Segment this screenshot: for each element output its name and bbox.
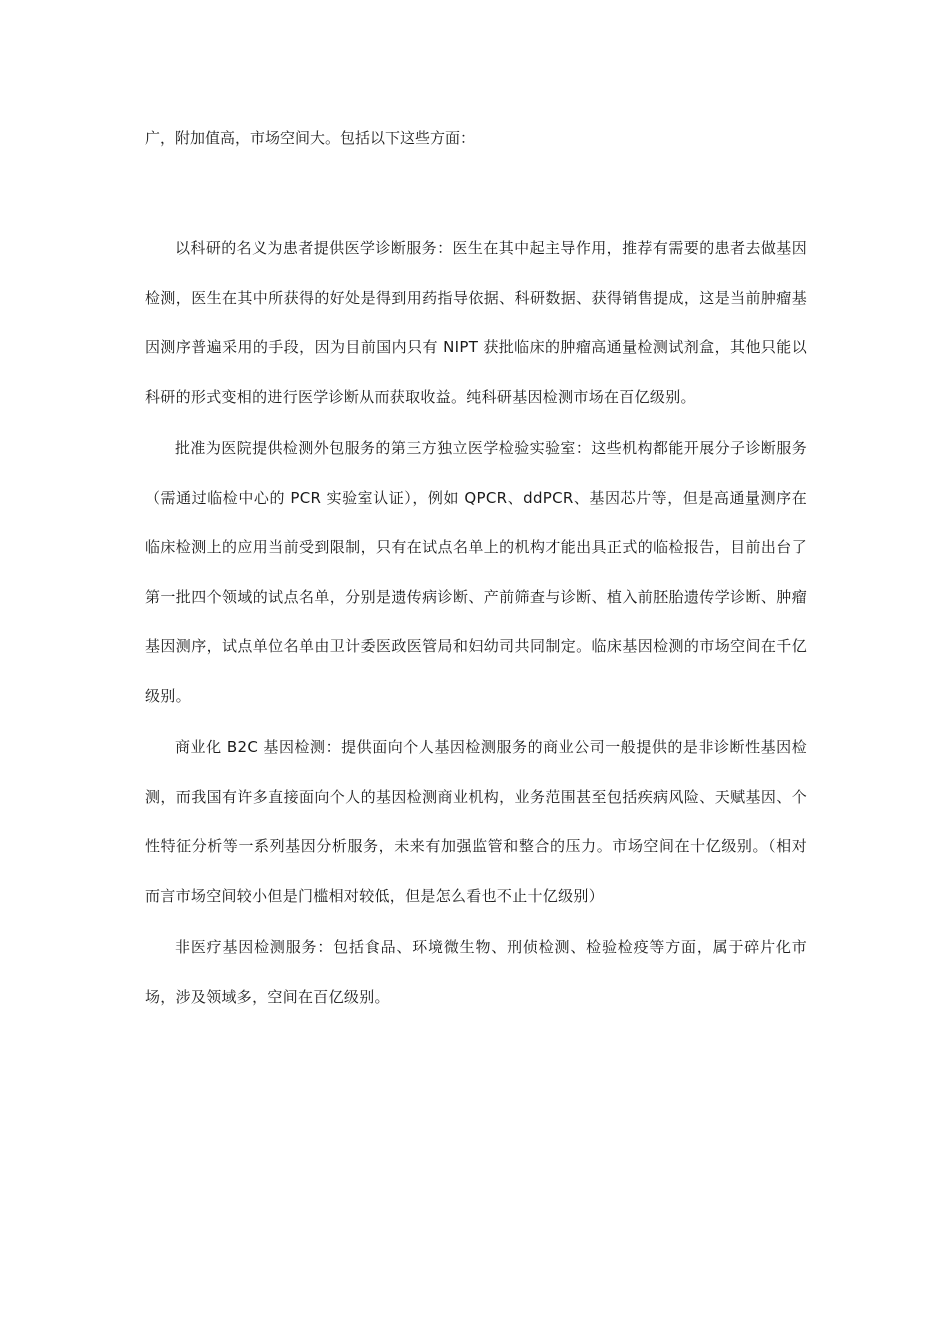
document-body [145,224,807,1024]
paragraph-third-party-lab: 批准为医院提供检测外包服务的第三方独立医学检验实验室：这些机构都能开展分子诊断服务（需通过临检中心的 PCR 实验室认证），例如 QPCR、ddPCR、基因芯片等，但是高通量测序在临床检测上的应用当前受到限制，只有在试点名单上的机构才能出具正式的临检报告，目前出台了第一批四个领域的试点名单，分别是遗传病诊断、产前筛查与诊断、植入前胚胎遗传学诊断、肿瘤基因测序，试点单位名单由卫计委医政医管局和妇幼司共同制定。临床基因检测的市场空间在千亿级别。 [145,439,807,705]
paragraph-non-medical-testing: 非医疗基因检测服务：包括食品、环境微生物、刑侦检测、检验检疫等方面，属于碎片化市场，涉及领域多，空间在百亿级别。 [145,938,807,1006]
paragraph-b2c-testing: 商业化 B2C 基因检测：提供面向个人基因检测服务的商业公司一般提供的是非诊断性基因检测，而我国有许多直接面向个人的基因检测商业机构，业务范围甚至包括疾病风险、天赋基因、个性特征分析等一系列基因分析服务，未来有加强监管和整合的压力。市场空间在十亿级别。（相对而言市场空间较小但是门槛相对较低，但是怎么看也不止十亿级别） [145,738,807,905]
intro-line: 广，附加值高，市场空间大。包括以下这些方面： [145,129,476,147]
paragraph-research-diagnosis: 以科研的名义为患者提供医学诊断服务：医生在其中起主导作用，推荐有需要的患者去做基因检测，医生在其中所获得的好处是得到用药指导依据、科研数据、获得销售提成，这是当前肿瘤基因测序普遍采用的手段，因为目前国内只有 NIPT 获批临床的肿瘤高通量检测试剂盒，其他只能以科研的形式变相的进行医学诊断从而获取收益。纯科研基因检测市场在百亿级别。 [145,239,807,406]
